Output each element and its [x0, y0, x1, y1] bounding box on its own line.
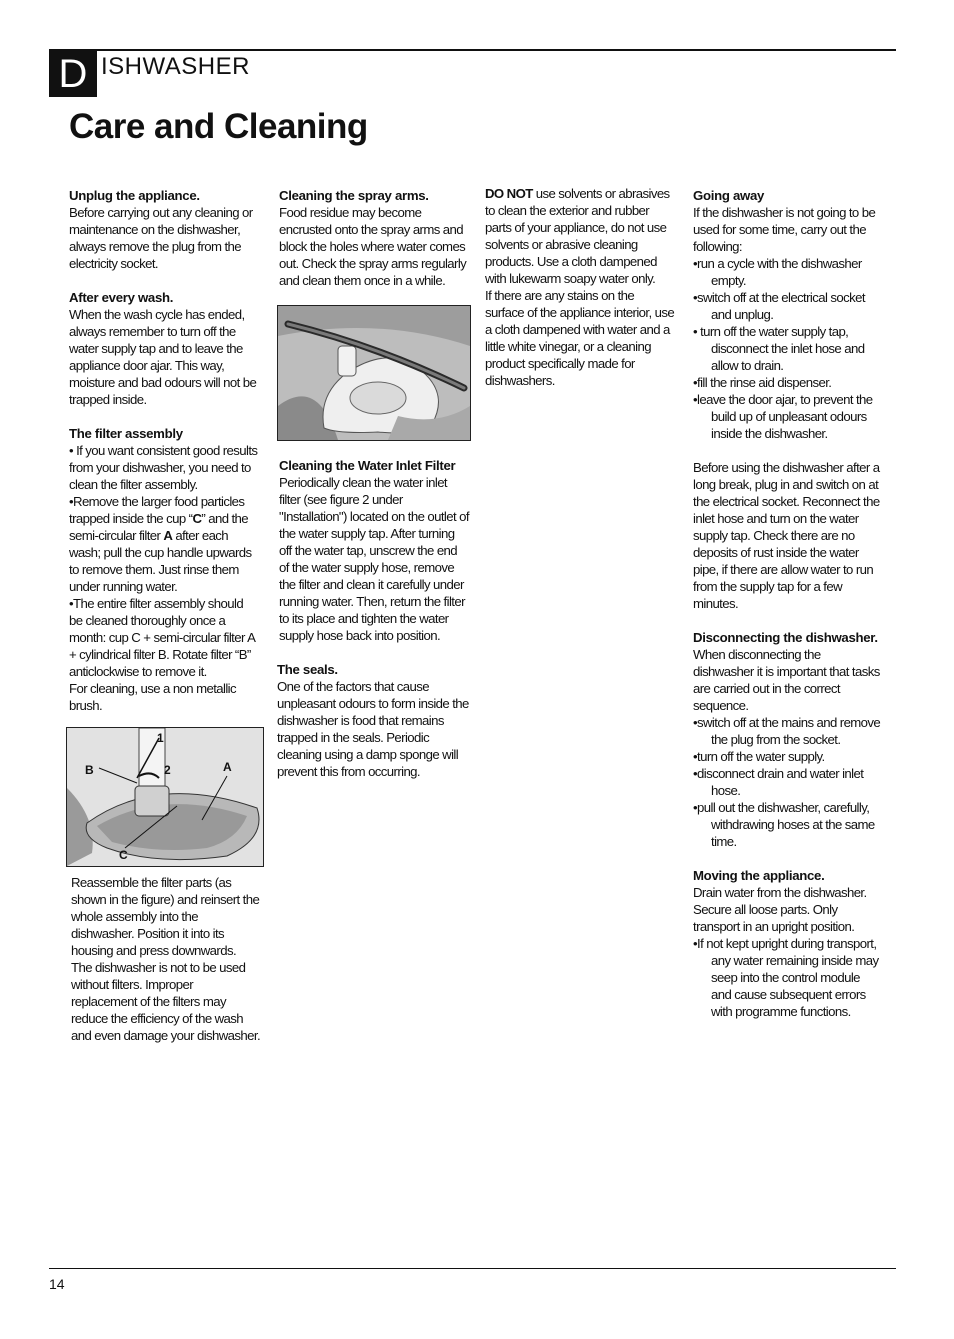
- going-away-item: •run a cycle with the dishwasher empty.: [693, 256, 862, 288]
- column-1: [69, 187, 259, 714]
- moving-text: Drain water from the dishwasher. Secure all loose parts. Only transport in an upright position.: [693, 885, 867, 934]
- filter-assembly-heading: The filter assembly: [69, 426, 183, 441]
- spray-arm-illustration: [278, 306, 470, 440]
- going-away-item: •fill the rinse aid dispenser.: [693, 375, 832, 390]
- spray-arms-text: Food residue may become encrusted onto the spray arms and block the holes where water comes out. Check the spray arms regularly and clean them once in a while.: [279, 205, 467, 288]
- disconnecting-heading: Disconnecting the dishwasher.: [693, 630, 878, 645]
- before-using-text: Before using the dishwasher after a long break, plug in and switch on at the electrical socket. Reconnect the inlet hose and turn on the water supply tap. Check there are no deposits of rust inside the water pipe, if there are allow water to run from the supply tap for a few minutes.: [693, 460, 880, 611]
- seals-text: One of the factors that cause unpleasant odours to form inside the dishwasher is food that remains trapped in the seals. Periodic cleaning using a damp sponge will prevent this from occurring.: [277, 679, 469, 779]
- page-number: 14: [49, 1276, 65, 1292]
- column-3: [485, 185, 675, 389]
- figure-label-b: B: [85, 763, 94, 777]
- moving-item: •If not kept upright during transport, any water remaining inside may seep into the control module and cause subsequent errors with programme functions.: [693, 936, 879, 1019]
- disconnecting-intro: When disconnecting the dishwasher it is important that tasks are carried out in the correct sequence.: [693, 647, 880, 713]
- disconnecting-item: •pull out the dishwasher, carefully, withdrawing hoses at the same time.: [693, 800, 875, 849]
- footer-rule: [49, 1268, 896, 1269]
- filter-warning-text: The dishwasher is not to be used without filters. Improper replacement of the filters may reduce the efficiency of the wash and even damage your dishwasher.: [71, 960, 261, 1043]
- filter-bullet-1: • If you want consistent good results from your dishwasher, you need to clean the filter assembly.: [69, 443, 258, 492]
- section-name: ISHWASHER: [101, 53, 250, 80]
- donot-text: DO NOT use solvents or abrasives to clean the exterior and rubber parts of your appliance, do not use solvents or abrasive cleaning products. Use a cloth dampened with lukewarm soapy water only.: [485, 186, 670, 286]
- going-away-item: •leave the door ajar, to prevent the build up of unpleasant odours inside the dishwasher.: [693, 392, 873, 441]
- going-away-item: •switch off at the electrical socket and unplug.: [693, 290, 865, 322]
- filter-bullet-3: •The entire filter assembly should be cleaned thoroughly once a month: cup C + semi-circular filter A + cylindrical filter B. Rotate filter “B” anticlockwise to remove it.: [69, 596, 255, 679]
- column-2-lower: [279, 457, 469, 780]
- after-wash-heading: After every wash.: [69, 290, 174, 305]
- unplug-heading: Unplug the appliance.: [69, 188, 200, 203]
- reassemble-text: Reassemble the filter parts (as shown in the figure) and reinsert the whole assembly into the dishwasher. Position it into its housing and press downwards.: [71, 875, 260, 958]
- inlet-filter-text: Periodically clean the water inlet filter (see figure 2 under "Installation") located on the outlet of the water supply tap. After turning off the water tap, unscrew the end of the water supply hose, remove the filter and clean it carefully under running water. Then, return the filter to its place and tighten the water supply hose back into position.: [279, 475, 469, 643]
- column-4: [693, 187, 883, 1020]
- going-away-heading: Going away: [693, 188, 765, 203]
- seals-heading: The seals.: [277, 662, 338, 677]
- figure-label-c: C: [119, 848, 128, 862]
- stains-text: If there are any stains on the surface of the appliance interior, use a cloth dampened with water and a little white vinegar, or a cleaning product specifically made for dishwashers.: [485, 288, 675, 388]
- disconnecting-item: •disconnect drain and water inlet hose.: [693, 766, 864, 798]
- filter-assembly-figure: [66, 727, 264, 867]
- figure-label-1: 1: [157, 731, 164, 745]
- section-initial: D: [49, 51, 97, 97]
- spray-arms-heading: Cleaning the spray arms.: [279, 188, 429, 203]
- figure-label-a: A: [223, 760, 232, 774]
- moving-heading: Moving the appliance.: [693, 868, 825, 883]
- disconnecting-item: •turn off the water supply.: [693, 749, 825, 764]
- spray-arm-figure: [277, 305, 471, 441]
- filter-bullet-2: •Remove the larger food particles trapped inside the cup “C” and the semi-circular filter A after each wash; pull the cup handle upwards to remove them. Just rinse them under running water.: [69, 494, 252, 594]
- after-wash-text: When the wash cycle has ended, always remember to turn off the water supply tap and to leave the appliance door ajar. This way, moisture and bad odours will not be trapped inside.: [69, 307, 257, 407]
- header-rule: [49, 49, 896, 51]
- inlet-filter-heading: Cleaning the Water Inlet Filter: [279, 458, 456, 473]
- disconnecting-item: •switch off at the mains and remove the plug from the socket.: [693, 715, 881, 747]
- column-2: [279, 187, 469, 289]
- column-1-lower: [71, 874, 261, 1044]
- page-title: Care and Cleaning: [69, 107, 368, 146]
- going-away-item: • turn off the water supply tap, disconnect the inlet hose and allow to drain.: [693, 324, 865, 373]
- filter-illustration: [67, 728, 263, 866]
- figure-label-2: 2: [164, 763, 171, 777]
- filter-brush-note: For cleaning, use a non metallic brush.: [69, 681, 236, 713]
- unplug-text: Before carrying out any cleaning or maintenance on the dishwasher, always remove the plug from the electricity socket.: [69, 205, 253, 271]
- going-away-intro: If the dishwasher is not going to be used for some time, carry out the following:: [693, 205, 876, 254]
